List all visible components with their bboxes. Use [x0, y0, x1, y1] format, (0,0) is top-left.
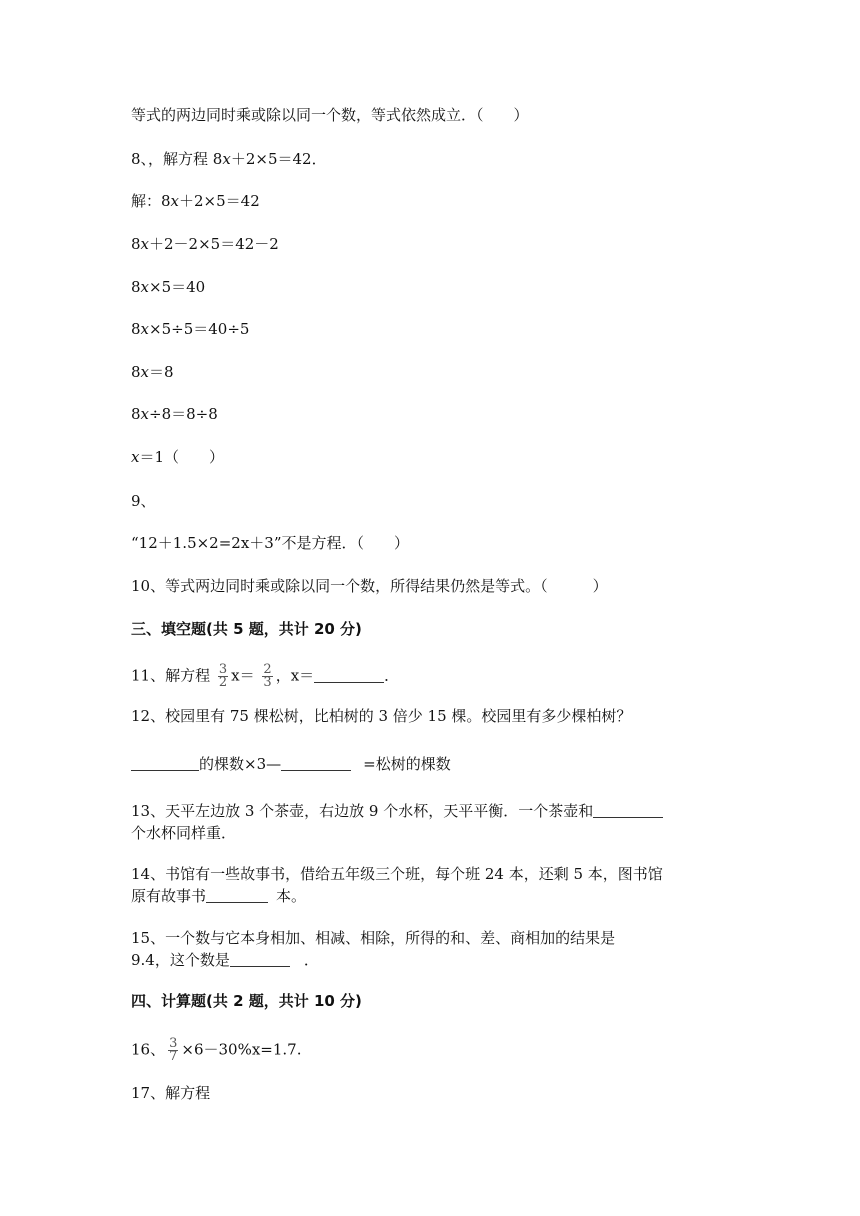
fraction-numerator: 2 — [263, 662, 272, 677]
q11-fraction-1 — [218, 664, 228, 689]
q11-mid: x＝ — [231, 666, 255, 685]
step-post: ＋2－2×5＝42－2 — [149, 235, 279, 253]
step-var: x — [131, 448, 140, 466]
q11-fraction-2 — [262, 664, 272, 689]
q14-line-1: 14、书馆有一些故事书，借给五年级三个班，每个班 24 本，还剩 5 本，图书馆 — [131, 865, 663, 883]
q9-number: 9、 — [131, 492, 156, 510]
step-pre: 8 — [131, 363, 141, 381]
step-pre: 8 — [131, 278, 141, 296]
q12-sub-a: 的棵数×3— — [199, 755, 282, 773]
fraction-denominator: 2 — [218, 675, 228, 690]
q16 — [131, 1038, 301, 1063]
q14-text-3: 本。 — [276, 887, 307, 905]
step-post: ＝8 — [149, 363, 174, 381]
q10-text: 10、等式两边同时乘或除以同一个数，所得结果仍然是等式。（ ） — [131, 577, 608, 595]
q8-title — [131, 149, 327, 169]
q13-line-2: 个水杯同样重． — [131, 824, 237, 842]
q17-text: 17、解方程 — [131, 1084, 211, 1102]
fraction-denominator: 3 — [263, 675, 272, 690]
q12-sub-b: =松树的棵数 — [363, 755, 451, 773]
step-pre: 8 — [131, 235, 141, 253]
q13-answer-blank[interactable] — [593, 802, 663, 818]
step-pre: 8 — [131, 405, 141, 423]
q8-step-6 — [131, 404, 218, 424]
q15-text-2: 9.4，这个数是 — [131, 951, 230, 969]
q8-step-7 — [131, 447, 224, 467]
q15-text-3: ． — [303, 951, 319, 969]
q8-title-var: x — [222, 150, 231, 168]
step-var: x — [140, 405, 150, 423]
q14-text-2: 原有故事书 — [131, 887, 207, 905]
q11-post: ，x＝ — [275, 666, 315, 685]
step-pre: 解：8 — [131, 192, 171, 210]
q8-title-post: ＋2×5＝42． — [230, 150, 327, 168]
q11-pre: 11、解方程 — [131, 666, 211, 685]
step-post: ＝1（ ） — [139, 448, 225, 466]
q8-step-1 — [131, 191, 260, 211]
step-post: ÷8＝8÷8 — [149, 405, 218, 423]
q11-end: ． — [384, 666, 400, 685]
q8-step-5 — [131, 362, 174, 382]
q9-text: “12＋1.5×2=2x＋3”不是方程．（ ） — [131, 534, 410, 552]
q12-text: 12、校园里有 75 棵松树，比柏树的 3 倍少 15 棵。校园里有多少棵柏树？ — [131, 707, 632, 725]
q11 — [131, 664, 399, 689]
q12-blank-1[interactable] — [131, 755, 199, 771]
q12-sub — [131, 754, 451, 774]
q13-text-1: 13、天平左边放 3 个茶壶，右边放 9 个水杯，天平平衡．一个茶壶和 — [131, 802, 594, 820]
q16-fraction — [168, 1038, 178, 1063]
step-var: x — [140, 278, 150, 296]
q8-title-pre: 8、，解方程 8 — [131, 150, 223, 168]
q11-answer-blank[interactable] — [314, 667, 384, 683]
step-var: x — [170, 192, 180, 210]
fraction-numerator: 3 — [218, 662, 228, 677]
q8-step-4 — [131, 319, 249, 339]
q14-answer-blank[interactable] — [206, 887, 268, 903]
q16-post: ×6－30%x=1.7. — [181, 1040, 302, 1059]
fraction-denominator: 7 — [169, 1049, 178, 1064]
q7-tail: 等式的两边同时乘或除以同一个数，等式依然成立．（ ） — [131, 106, 529, 124]
q12-blank-2[interactable] — [281, 755, 351, 771]
q15-line-2 — [131, 950, 319, 970]
q8-step-3 — [131, 277, 205, 297]
section-3-heading: 三、填空题(共 5 题，共计 20 分) — [131, 620, 362, 638]
step-pre: 8 — [131, 320, 141, 338]
step-var: x — [140, 320, 150, 338]
section-4-heading: 四、计算题(共 2 题，共计 10 分) — [131, 992, 362, 1010]
step-post: ×5÷5＝40÷5 — [149, 320, 250, 338]
q15-answer-blank[interactable] — [230, 951, 290, 967]
step-var: x — [140, 235, 150, 253]
q15-line-1: 15、一个数与它本身相加、相减、相除，所得的和、差、商相加的结果是 — [131, 929, 616, 947]
step-var: x — [140, 363, 150, 381]
step-post: ＋2×5＝42 — [179, 192, 260, 210]
fraction-numerator: 3 — [169, 1036, 178, 1051]
step-post: ×5＝40 — [149, 278, 206, 296]
q16-pre: 16、 — [131, 1040, 166, 1059]
q13-line-1 — [131, 801, 663, 821]
q8-step-2 — [131, 234, 279, 254]
q14-line-2 — [131, 886, 306, 906]
